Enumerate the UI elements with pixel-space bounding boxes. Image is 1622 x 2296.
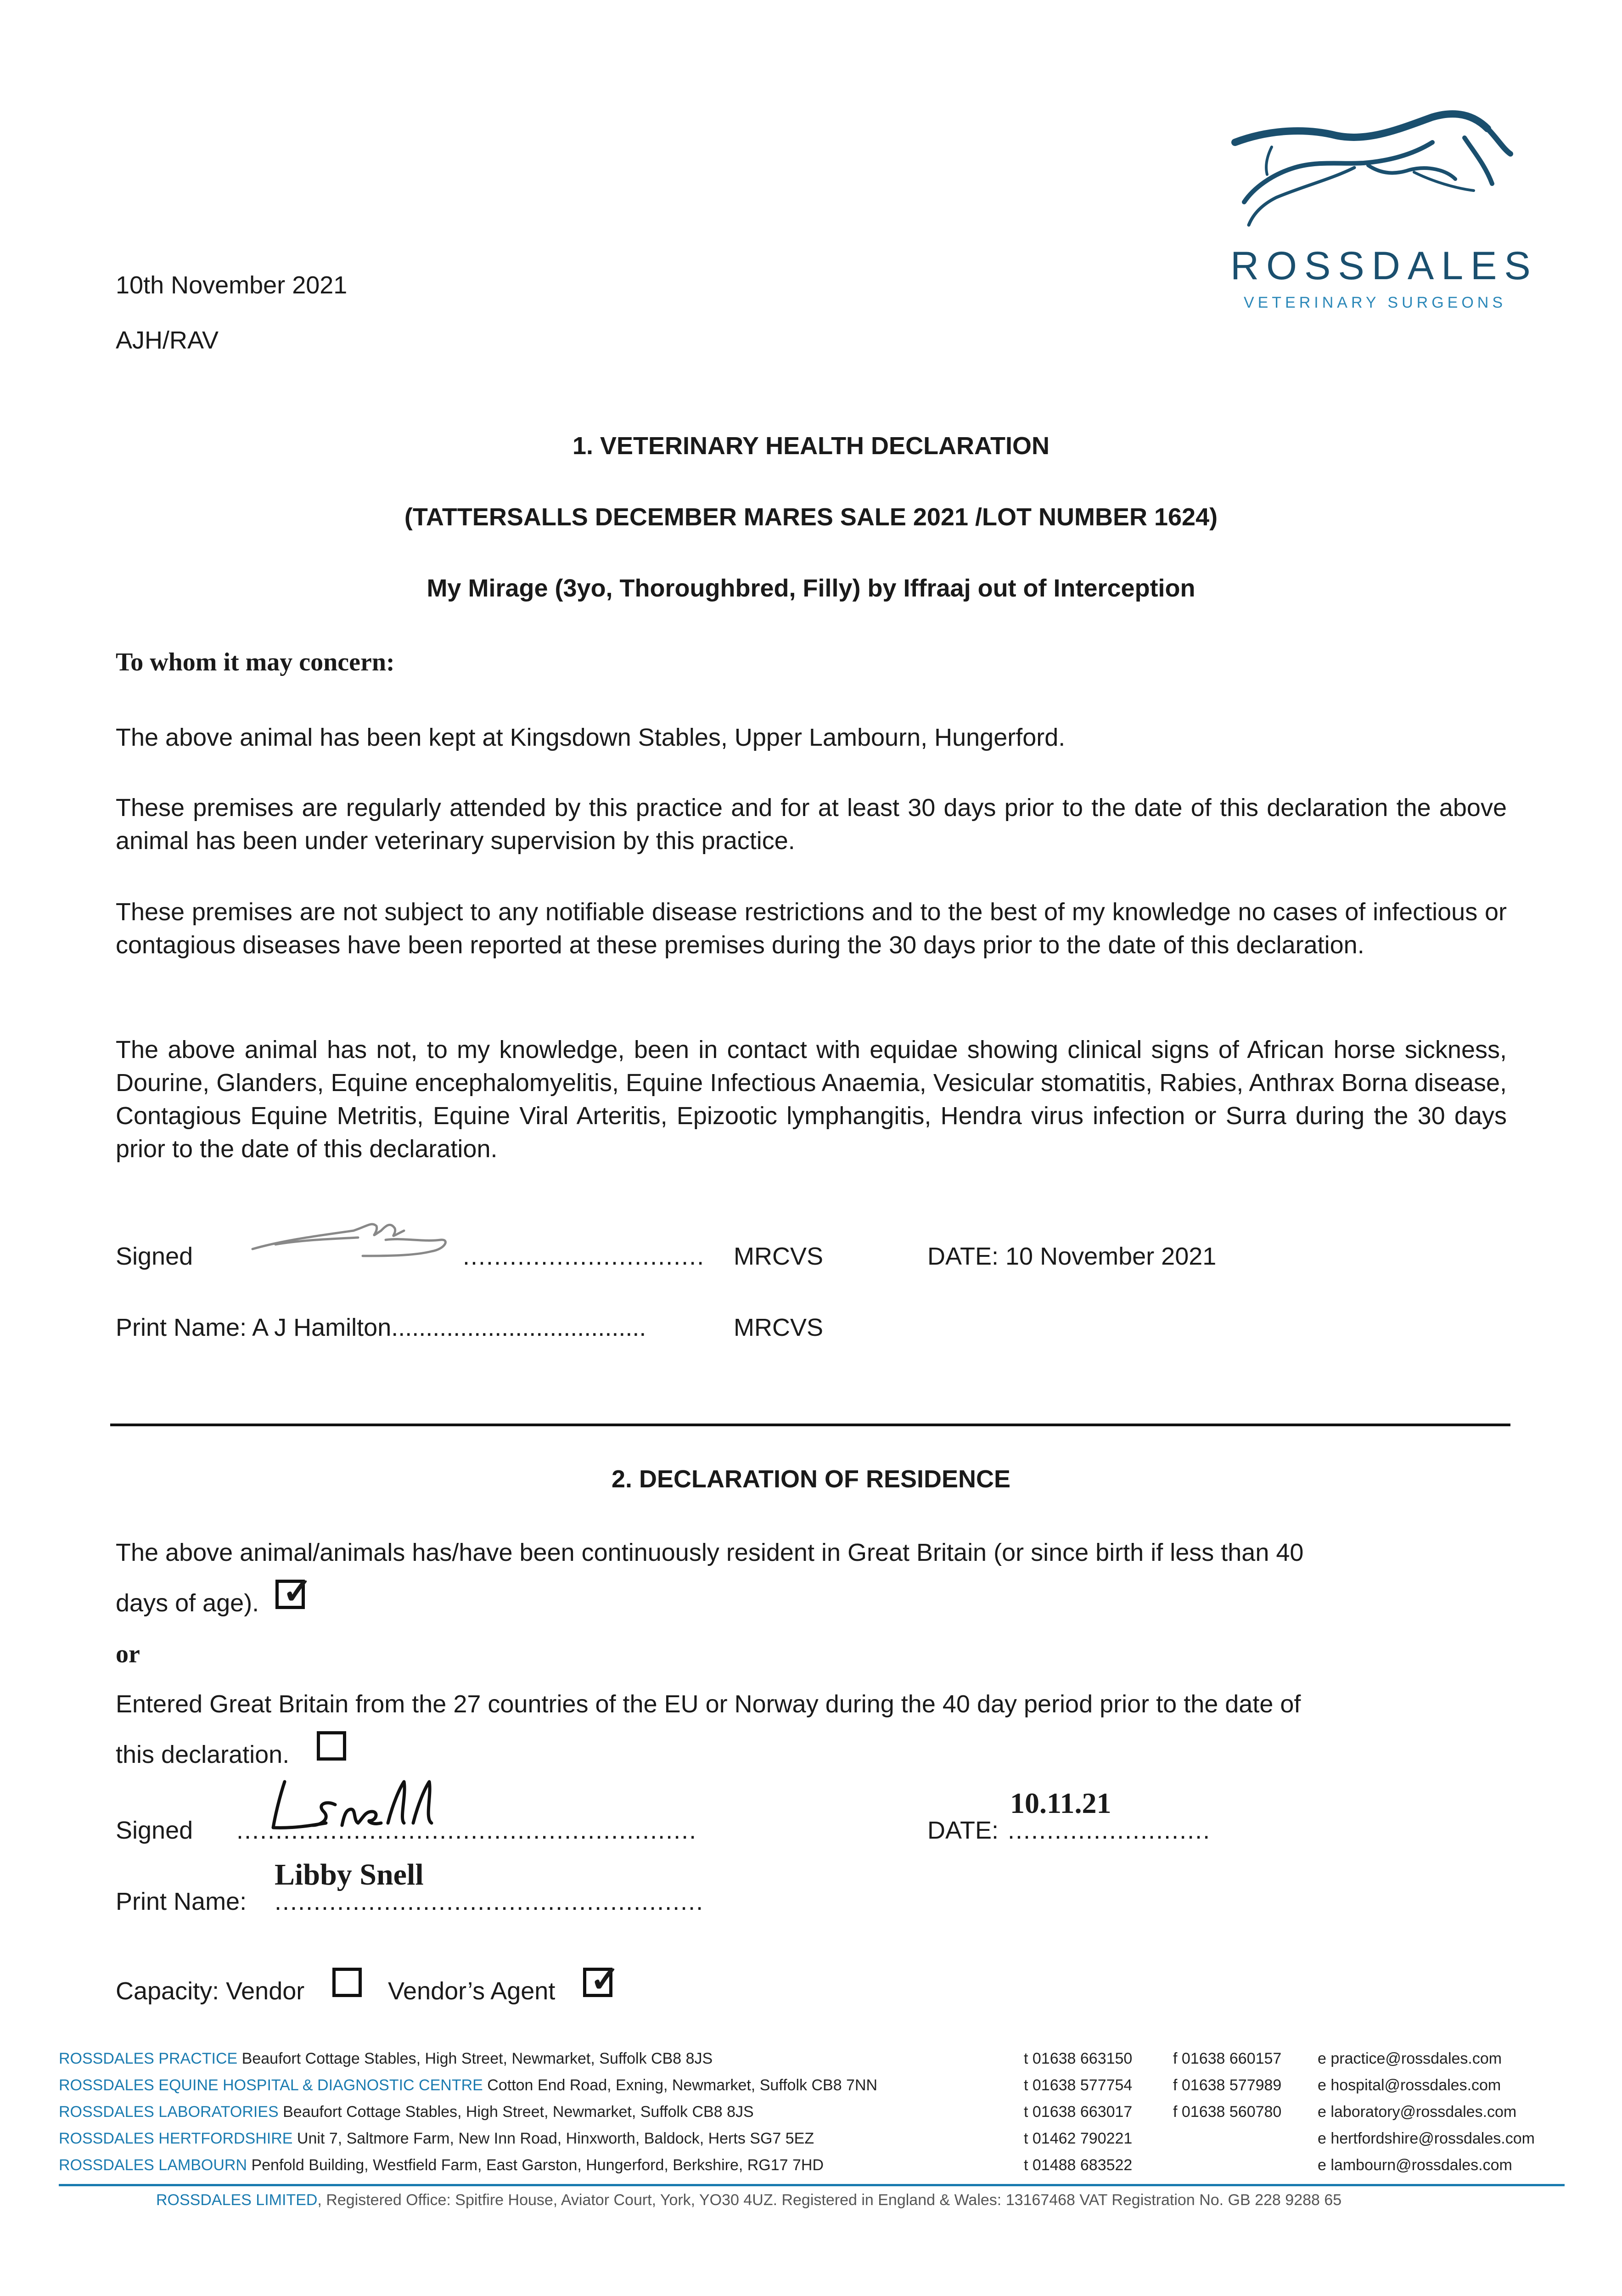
vet-signature (248, 1212, 459, 1263)
vendor-date-label: DATE: (927, 1817, 999, 1844)
footer (0, 2048, 1622, 2218)
laboratories-fax: f 01638 560780 (1173, 2103, 1282, 2121)
residence-option2-line2: this declaration. (116, 1741, 290, 1768)
vendor-date-value: 10.11.21 (1010, 1787, 1111, 1819)
vendor-checkbox[interactable] (332, 1968, 362, 1997)
logo-name: ROSSDALES (1230, 244, 1538, 288)
vendors-agent-checkbox[interactable] (583, 1959, 620, 1999)
horse-logo-icon (1217, 110, 1520, 248)
footer-row-laboratories (59, 2101, 754, 2122)
footer-row-hertfordshire (59, 2128, 814, 2149)
lambourn-address: Penfold Building, Westfield Farm, East Garston, Hungerford, Berkshire, RG17 7HD (247, 2156, 824, 2174)
footer-row-practice (59, 2048, 713, 2069)
practice-email[interactable]: e practice@rossdales.com (1318, 2050, 1502, 2067)
laboratories-address: Beaufort Cottage Stables, High Street, Newmarket, Suffolk CB8 8JS (278, 2103, 754, 2121)
residence-checkbox[interactable] (275, 1571, 313, 1611)
practice-phone: t 01638 663150 (1024, 2050, 1133, 2067)
logo-subtitle: VETERINARY SURGEONS (1243, 294, 1507, 311)
vendors-agent-label: Vendor’s Agent (388, 1977, 556, 2005)
hospital-fax: f 01638 577989 (1173, 2077, 1282, 2094)
footer-divider (59, 2184, 1565, 2186)
print-name: Print Name: A J Hamilton..................................... (116, 1314, 646, 1341)
checkmark-icon: ✓ (590, 1959, 620, 1999)
vendor-signed-label: Signed (116, 1817, 193, 1844)
hertfordshire-address: Unit 7, Saltmore Farm, New Inn Road, Hinxworth, Baldock, Herts SG7 5EZ (292, 2130, 814, 2147)
footer-row-lambourn (59, 2155, 824, 2176)
capacity-vendor-label: Capacity: Vendor (116, 1977, 305, 2005)
salutation-text: To whom it may concern: (116, 648, 395, 676)
laboratories-name: ROSSDALES LABORATORIES (59, 2103, 279, 2121)
hertfordshire-phone: t 01462 790221 (1024, 2130, 1133, 2147)
checkmark-icon: ✓ (282, 1571, 313, 1611)
paragraph-contact-declaration: The above animal has not, to my knowledge, been in contact with equidae showing clinical signs of African horse sickness, Dourine, Glanders, Equine encephalomyelitis, Equine Infectious Anaemia, Vesicular stomatitis, Rabies, Anthrax Borna disease, Contagious Equine Metritis, Equine Viral Arteritis, Epizootic lymphangitis, Hendra virus infection or Surra during the 30 days prior to the date of this declaration. (116, 1036, 1507, 1163)
mrcvs-label-2: MRCVS (734, 1314, 824, 1341)
hospital-phone: t 01638 577754 (1024, 2077, 1133, 2094)
vendor-signature (266, 1777, 459, 1837)
laboratories-email[interactable]: e laboratory@rossdales.com (1318, 2103, 1517, 2121)
hospital-address: Cotton End Road, Exning, Newmarket, Suffolk CB8 7NN (483, 2077, 878, 2094)
paragraph-location: The above animal has been kept at Kingsdown Stables, Upper Lambourn, Hungerford. (116, 724, 1066, 751)
footer-row-hospital (59, 2075, 877, 2096)
rossdales-logo (1217, 110, 1538, 331)
section1-subtitle: (TATTERSALLS DECEMBER MARES SALE 2021 /LOT NUMBER 1624) (404, 503, 1218, 531)
salutation (116, 647, 395, 677)
practice-fax: f 01638 660157 (1173, 2050, 1282, 2067)
residence-option1-line2: days of age). (116, 1589, 259, 1617)
residence-option2-line1: Entered Great Britain from the 27 countries of the EU or Norway during the 40 day period prior to the date of (116, 1690, 1301, 1718)
signed-dotted-line: ............................... (463, 1243, 705, 1270)
hospital-email[interactable]: e hospital@rossdales.com (1318, 2077, 1501, 2094)
letter-date: 10th November 2021 (116, 271, 348, 299)
paragraph-supervision: These premises are regularly attended by this practice and for at least 30 days prior to the date of this declaration the above animal has been under veterinary supervision by this practice. (116, 794, 1507, 855)
company-name: ROSSDALES LIMITED (156, 2191, 318, 2209)
section1-title: 1. VETERINARY HEALTH DECLARATION (572, 432, 1050, 460)
mrcvs-label: MRCVS (734, 1243, 824, 1270)
section2-title: 2. DECLARATION OF RESIDENCE (611, 1465, 1011, 1493)
lambourn-phone: t 01488 683522 (1024, 2156, 1133, 2174)
horse-description: My Mirage (3yo, Thoroughbred, Filly) by Iffraaj out of Interception (427, 574, 1195, 602)
hospital-name: ROSSDALES EQUINE HOSPITAL & DIAGNOSTIC CENTRE (59, 2077, 483, 2094)
laboratories-phone: t 01638 663017 (1024, 2103, 1133, 2121)
signature-date: DATE: 10 November 2021 (927, 1243, 1217, 1270)
or-separator: or (116, 1640, 140, 1668)
vendor-date-dotted-line: .......................... (1008, 1817, 1211, 1844)
paragraph-disease-restrictions: These premises are not subject to any notifiable disease restrictions and to the best of my knowledge no cases of infectious or contagious diseases have been reported at these premises during the 30 days prior to the date of this declaration. (116, 898, 1507, 959)
eu-entry-checkbox[interactable] (317, 1731, 346, 1761)
practice-address: Beaufort Cottage Stables, High Street, Newmarket, Suffolk CB8 8JS (237, 2050, 713, 2067)
company-registration (156, 2189, 1341, 2211)
hertfordshire-email[interactable]: e hertfordshire@rossdales.com (1318, 2130, 1535, 2147)
practice-name: ROSSDALES PRACTICE (59, 2050, 238, 2067)
company-details: , Registered Office: Spitfire House, Aviator Court, York, YO30 4UZ. Registered in England & Wales: 13167468 VAT Registration No. GB 228 9288 65 (317, 2191, 1342, 2209)
vendor-print-value: Libby Snell (275, 1858, 424, 1891)
section-divider (110, 1424, 1510, 1426)
vendor-signed-dotted-line: ........................................................... (236, 1817, 697, 1844)
signed-label: Signed (116, 1243, 193, 1270)
lambourn-name: ROSSDALES LAMBOURN (59, 2156, 247, 2174)
hertfordshire-name: ROSSDALES HERTFORDSHIRE (59, 2130, 293, 2147)
vendor-print-label: Print Name: (116, 1888, 247, 1915)
vendor-print-dotted-line: ....................................................... (275, 1888, 704, 1915)
reference-code: AJH/RAV (116, 326, 219, 354)
residence-option1-line1: The above animal/animals has/have been continuously resident in Great Britain (or since birth if less than 40 (116, 1539, 1304, 1566)
lambourn-email[interactable]: e lambourn@rossdales.com (1318, 2156, 1512, 2174)
